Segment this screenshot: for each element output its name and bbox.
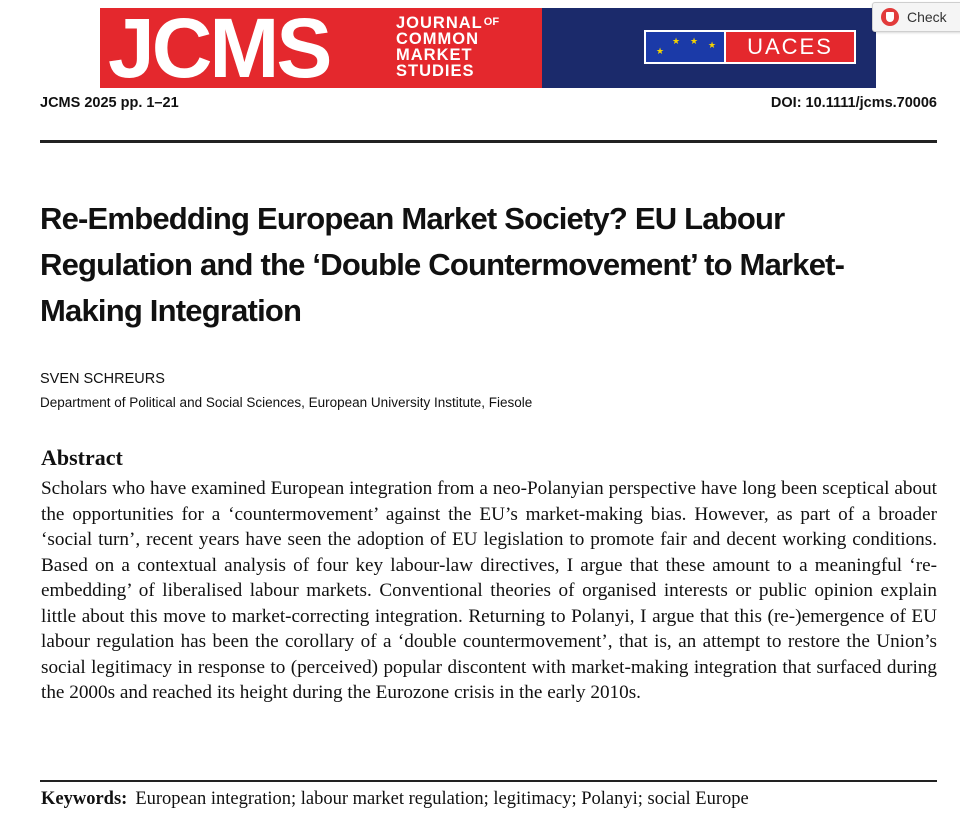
- jcms-logo-panel: [100, 8, 542, 88]
- keywords-text: European integration; labour market regulation; legitimacy; Polanyi; social Europe: [135, 789, 749, 809]
- article-title: Re-Embedding European Market Society? EU Labour Regulation and the ‘Double Countermovement’ to Market-Making Integration: [40, 201, 845, 328]
- journal-meta: [40, 95, 937, 111]
- check-extension-icon: [881, 8, 899, 26]
- abstract-heading: Abstract: [41, 445, 123, 470]
- check-button[interactable]: [872, 2, 960, 32]
- uaces-panel: [542, 8, 876, 88]
- jcms-logo: JCMS: [108, 8, 330, 88]
- keywords-divider: [40, 780, 937, 782]
- uaces-logo: [644, 30, 856, 64]
- author-name: SVEN SCHREURS: [40, 371, 165, 387]
- citation: JCMS 2025 pp. 1–21: [40, 95, 179, 111]
- uaces-logo-text: UACES: [726, 32, 854, 62]
- journal-name-line: JOURNAL: [396, 14, 483, 32]
- keywords: [41, 789, 749, 810]
- journal-name: [396, 14, 499, 79]
- abstract-text: Scholars who have examined European integration from a neo-Polanyian perspective have long been sceptical about the opportunities for a ‘countermovement’ against the EU’s market-making bias. However, as part of a broader ‘social turn’, recent years have seen the adoption of EU legislation to promote fair and decent working conditions. Based on a contextual analysis of four key labour-law directives, I argue that these amount to a meaningful ‘re-embedding’ of liberalised labour markets. Conventional theories of organised interests or public opinion explain little about this move to market-correcting integration. Returning to Polanyi, I argue that this (re-)emergence of EU labour regulation has been the corollary of a ‘double countermovement’, that is, an attempt to restore the Union’s social legitimacy in response to (perceived) popular discontent with market-making integration that surfaced during the 2000s and reached its height during the Eurozone crisis in the early 2010s.: [41, 478, 937, 703]
- keywords-label: Keywords:: [41, 789, 128, 809]
- eu-flag-icon: ★ ★ ★ ★: [646, 32, 726, 62]
- check-button-label: Check: [907, 9, 947, 25]
- journal-of-text: OF: [483, 16, 500, 28]
- journal-name-line: STUDIES: [396, 62, 475, 80]
- author-affiliation: Department of Political and Social Sciences, European University Institute, Fiesole: [40, 395, 533, 410]
- journal-name-line: COMMON: [396, 30, 479, 48]
- doi: DOI: 10.1111/jcms.70006: [770, 95, 937, 111]
- journal-name-line: MARKET: [396, 46, 473, 64]
- header-divider: [40, 140, 937, 143]
- journal-banner: [100, 8, 876, 88]
